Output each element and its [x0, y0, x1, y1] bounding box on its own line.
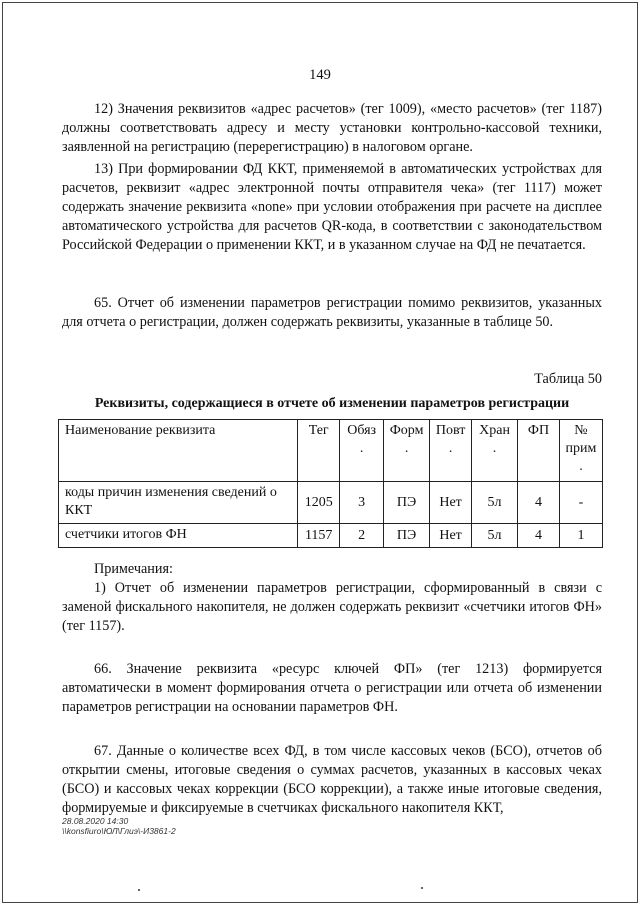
row-2-name: счетчики итогов ФН — [59, 524, 298, 548]
row-2-obyaz: 2 — [340, 524, 384, 548]
notes-title: Примечания: — [94, 561, 173, 577]
table-row — [59, 524, 603, 548]
note-1: 1) Отчет об изменении параметров регистрации, сформированный в связи с заменой фискального накопителя, не должен содержать реквизит «счетчики итогов ФН» (тег 1157). — [62, 580, 602, 634]
row-1-note: - — [559, 482, 602, 524]
paragraph-65: 65. Отчет об изменении параметров регистрации помимо реквизитов, указанных для отчета о регистрации, должен содержать реквизиты, указанные в таблице 50. — [62, 295, 602, 330]
header-hran: Хран . — [472, 420, 518, 482]
row-2-povt: Нет — [430, 524, 472, 548]
paragraph-12: 12) Значения реквизитов «адрес расчетов» (тег 1009), «место расчетов» (тег 1187) должны соответствовать адресу и месту установки контрольно-кассовой техники, заявленной на регистрацию (перерегистрацию) в налоговом органе. — [62, 101, 602, 155]
paragraph-66: 66. Значение реквизита «ресурс ключей ФП» (тег 1213) формируется автоматически в момент формирования отчета о регистрации или отчета об изменении параметров регистрации на основании параметров ФН. — [62, 661, 602, 715]
footer-path: \\konsfiuro\ЮЛ\Глиэ\-И3861-2 — [62, 826, 176, 836]
header-form: Форм . — [384, 420, 430, 482]
row-2-form: ПЭ — [384, 524, 430, 548]
scan-speck — [138, 889, 140, 891]
row-1-hran: 5л — [472, 482, 518, 524]
row-1-form: ПЭ — [384, 482, 430, 524]
row-2-hran: 5л — [472, 524, 518, 548]
header-obyaz: Обяз . — [340, 420, 384, 482]
paragraph-13: 13) При формировании ФД ККТ, применяемой в автоматических устройствах для расчетов, реквизит «адрес электронной почты отправителя чека» (тег 1117) может содержать значение реквизита «none» при условии отображения при расчете на дисплее автоматического устройства для расчетов QR-кода, в соответствии с законодательством Российской Федерации о применении ККТ, и в указанном случае на ФД не печатается. — [62, 161, 602, 253]
table-header-row — [59, 420, 603, 482]
table-row — [59, 482, 603, 524]
paragraph-67: 67. Данные о количестве всех ФД, в том числе кассовых чеков (БСО), отчетов об открытии смены, итоговые сведения о суммах расчетов, указанных в кассовых чеках (БСО) и кассовых чеках коррекции (БСО коррекции), а также иные итоговые сведения, формируемые и фиксируемые в счетчиках фискального накопителя ККТ, — [62, 743, 602, 816]
row-2-fp: 4 — [518, 524, 560, 548]
table-label: Таблица 50 — [534, 371, 602, 387]
header-name: Наименование реквизита — [59, 420, 298, 482]
requisites-table — [58, 419, 603, 548]
footer-stamp — [62, 816, 176, 836]
row-1-obyaz: 3 — [340, 482, 384, 524]
header-note: № прим . — [559, 420, 602, 482]
row-2-note: 1 — [559, 524, 602, 548]
header-tag: Тег — [298, 420, 340, 482]
footer-timestamp: 28.08.2020 14:30 — [62, 816, 129, 826]
table-title: Реквизиты, содержащиеся в отчете об изменении параметров регистрации — [94, 396, 570, 411]
row-1-fp: 4 — [518, 482, 560, 524]
row-1-name: коды причин изменения сведений о ККТ — [59, 482, 298, 524]
header-fp: ФП — [518, 420, 560, 482]
row-1-povt: Нет — [430, 482, 472, 524]
header-povt: Повт . — [430, 420, 472, 482]
scan-speck — [421, 887, 423, 889]
row-1-tag: 1205 — [298, 482, 340, 524]
row-2-tag: 1157 — [298, 524, 340, 548]
page-number: 149 — [309, 67, 331, 83]
